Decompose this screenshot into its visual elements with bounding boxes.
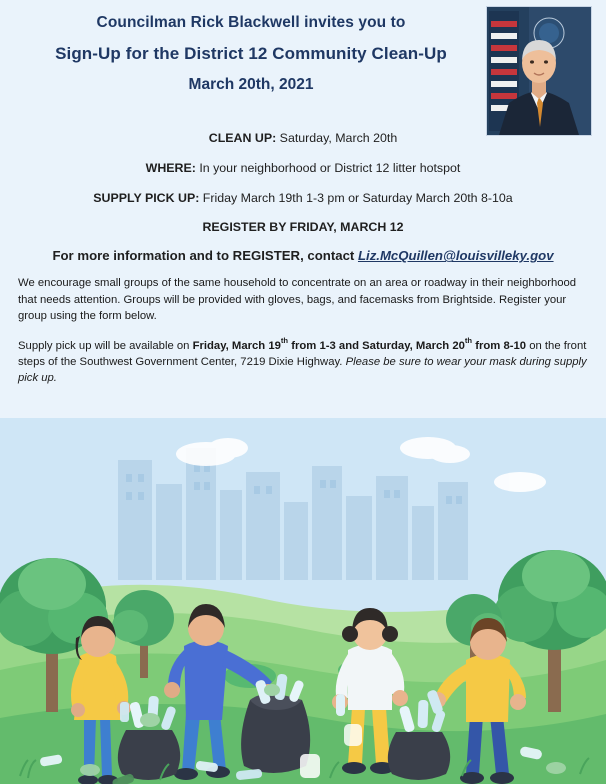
paragraph-2-italic-note: Please be sure to wear your mask during supply pick up. — [18, 355, 587, 385]
paragraph-2-bold-times: from 8-10 — [472, 339, 527, 352]
header — [0, 0, 606, 124]
paragraph-2-sup-2: th — [464, 336, 473, 346]
paragraph-2-bold-saturday: from 1-3 and Saturday, March 20 — [288, 339, 465, 352]
paragraph-2-location: on the front steps of the Southwest Government Center, 7219 Dixie Highway. — [18, 339, 587, 368]
contact-line — [18, 248, 588, 263]
contact-prefix: For more information and to REGISTER, contact — [52, 248, 358, 264]
detail-supply-label: SUPPLY PICK UP: — [93, 191, 200, 206]
paragraph-1: We encourage small groups of the same household to concentrate on an area or roadway in their neighborhood that needs attention. Groups will be provided with gloves, bags, and facemasks from Brightside. Register your group using the form below. — [18, 277, 577, 323]
detail-where-label: WHERE: — [145, 161, 196, 176]
councilman-portrait — [486, 6, 592, 136]
register-deadline: REGISTER BY FRIDAY, MARCH 12 — [202, 220, 404, 235]
page-title-line3: March 20th, 2021 — [188, 76, 314, 93]
contact-email-link[interactable]: Liz.McQuillen@louisvilleky.gov — [357, 248, 554, 264]
header-text-block — [16, 14, 486, 94]
paragraph-2 — [18, 336, 588, 387]
paragraph-2-sup-1: th — [280, 336, 289, 346]
event-details — [0, 124, 606, 263]
detail-supply-value: Friday March 19th 1-3 pm or Saturday March 20th 8-10a — [199, 191, 513, 206]
community-cleanup-illustration — [0, 418, 606, 784]
body-copy — [0, 275, 606, 386]
detail-where-value: In your neighborhood or District 12 litter hotspot — [195, 161, 461, 176]
page-title-line2: Sign-Up for the District 12 Community Clean-Up — [55, 44, 447, 63]
detail-cleanup-value: Saturday, March 20th — [276, 131, 398, 145]
detail-supply — [18, 190, 588, 206]
page-title-line1: Councilman Rick Blackwell invites you to — [96, 14, 406, 31]
detail-cleanup-label: CLEAN UP: — [208, 131, 277, 145]
paragraph-2-bold-friday: Friday, March 19 — [192, 339, 281, 352]
detail-where — [18, 160, 588, 176]
paragraph-2-intro: Supply pick up will be available on — [18, 339, 193, 352]
